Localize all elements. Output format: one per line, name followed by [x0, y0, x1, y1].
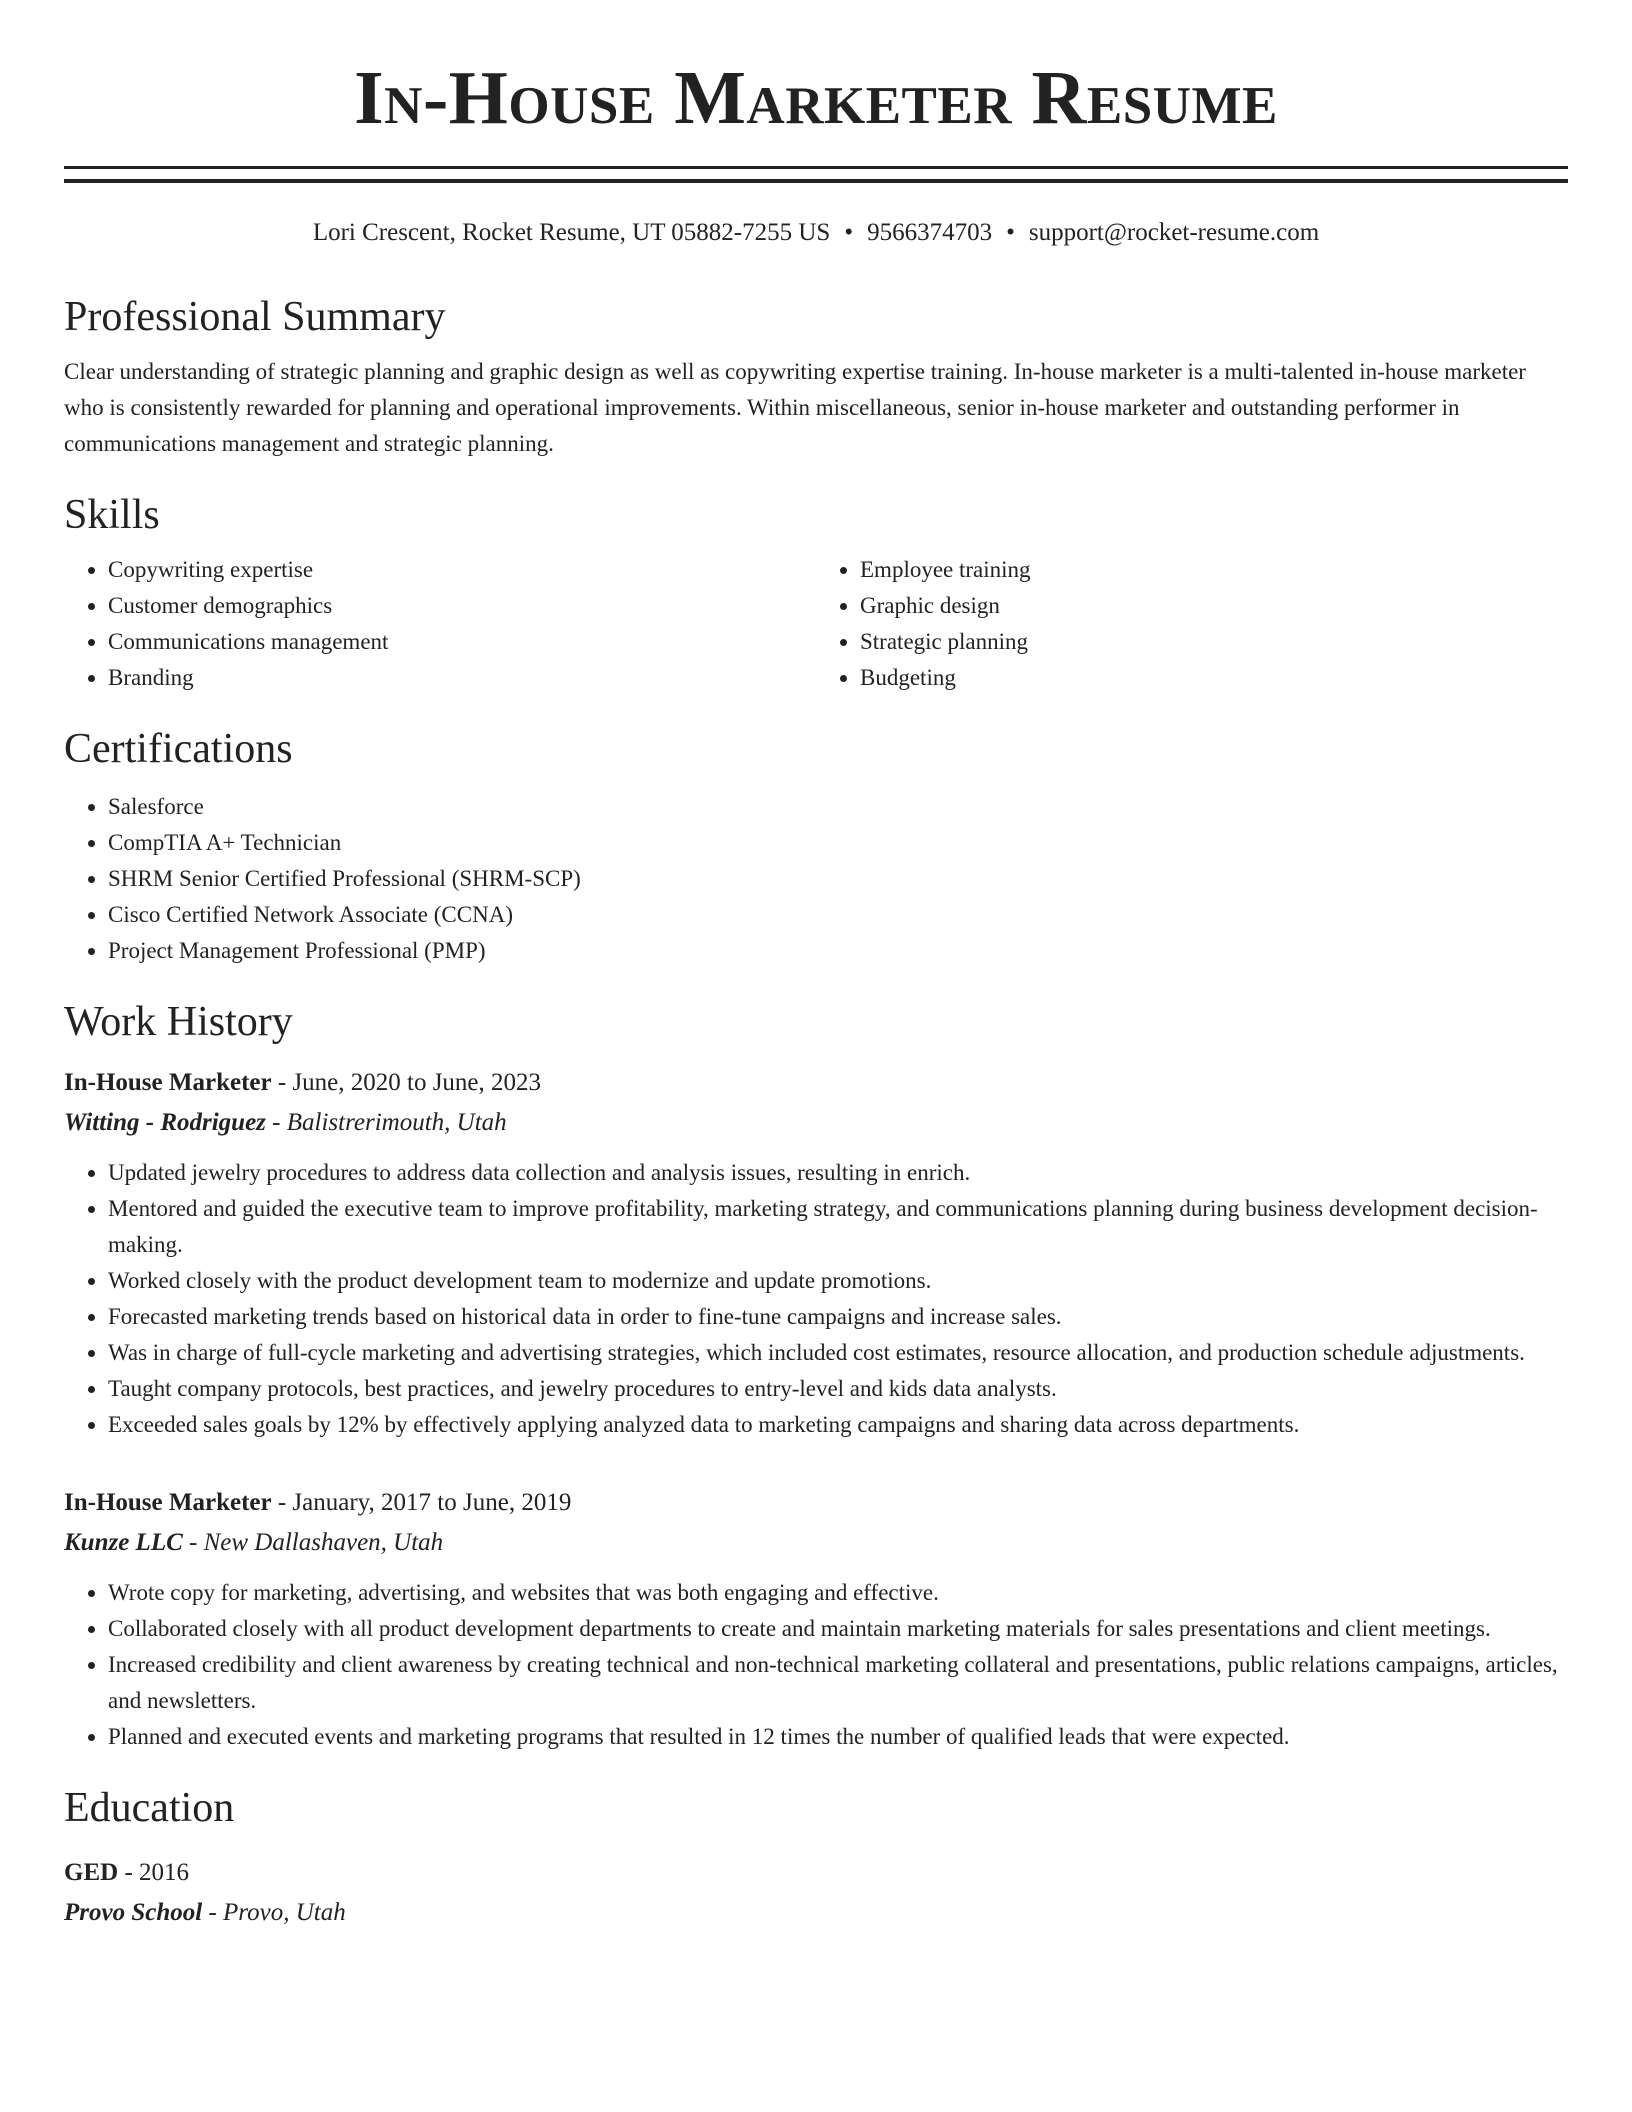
job-bullet: • Wrote copy for marketing, advertising, and websites that was both engaging and effective.: [108, 1575, 1568, 1611]
job-company: Witting - Rodriguez: [64, 1109, 266, 1137]
job-location: - Balistrerimouth, Utah: [265, 1109, 507, 1137]
certifications-list: [64, 789, 1568, 969]
contact-separator: •: [844, 219, 854, 246]
job-bullet: • Planned and executed events and marketing programs that resulted in 12 times the number of qualified leads that were expected.: [108, 1719, 1568, 1755]
job-company-line: [64, 1523, 1568, 1563]
job-bullet: • Exceeded sales goals by 12% by effectively applying analyzed data to marketing campaigns and sharing data across departments.: [108, 1407, 1568, 1443]
certifications-heading: Certifications: [64, 726, 293, 773]
certification-item: • SHRM Senior Certified Professional (SHRM-SCP): [108, 861, 1568, 897]
job-title-line: [64, 1063, 1568, 1103]
certification-item: • Salesforce: [108, 789, 1568, 825]
title-double-rule: [64, 166, 1568, 183]
job-company-line: [64, 1103, 1568, 1143]
skill-item: • Budgeting: [860, 660, 1568, 696]
skills-grid: [64, 552, 1568, 696]
skills-section: [64, 490, 1568, 696]
job-title: In-House Marketer: [64, 1489, 272, 1517]
job-bullet-list: [64, 1155, 1568, 1443]
education-location: - Provo, Utah: [202, 1899, 346, 1927]
job-title-line: [64, 1483, 1568, 1523]
skill-item: • Branding: [108, 660, 816, 696]
job-bullet: • Worked closely with the product development team to modernize and update promotions.: [108, 1263, 1568, 1299]
job-bullet: • Increased credibility and client awareness by creating technical and non-technical marketing collateral and presentations, public relations campaigns, articles, and newsletters.: [108, 1647, 1568, 1719]
education-degree-line: [64, 1853, 1568, 1893]
education-section: [64, 1783, 1568, 1933]
contact-address: Lori Crescent, Rocket Resume, UT 05882-7255 US: [312, 219, 831, 246]
education-heading: Education: [64, 1785, 235, 1832]
job-entry: [64, 1063, 1568, 1443]
summary-section: [64, 292, 1568, 462]
certification-item: • CompTIA A+ Technician: [108, 825, 1568, 861]
work-history-section: [64, 997, 1568, 1755]
job-bullet: • Updated jewelry procedures to address data collection and analysis issues, resulting in enrich.: [108, 1155, 1568, 1191]
skill-item: • Strategic planning: [860, 624, 1568, 660]
summary-text: Clear understanding of strategic planning and graphic design as well as copywriting expertise training. In-house marketer is a multi-talented in-house marketer who is consistently rewarded for planning and operational improvements. Within miscellaneous, senior in-house marketer and outstanding performer in communications management and strategic planning.: [64, 358, 1526, 456]
job-bullet-list: [64, 1575, 1568, 1755]
education-entry: [64, 1853, 1568, 1933]
job-dates: - June, 2020 to June, 2023: [271, 1069, 542, 1097]
job-title: In-House Marketer: [64, 1069, 272, 1097]
job-location: - New Dallashaven, Utah: [182, 1529, 444, 1557]
contact-line: [64, 217, 1568, 250]
job-entry: [64, 1483, 1568, 1755]
education-degree: GED: [64, 1859, 119, 1887]
job-dates: - January, 2017 to June, 2019: [271, 1489, 572, 1517]
skills-list-left: [64, 552, 816, 696]
work-history-heading: Work History: [64, 998, 293, 1045]
certification-item: • Project Management Professional (PMP): [108, 933, 1568, 969]
skills-list-right: [816, 552, 1568, 696]
skill-item: • Communications management: [108, 624, 816, 660]
skill-item: • Customer demographics: [108, 588, 816, 624]
education-year: - 2016: [118, 1859, 190, 1887]
job-bullet: • Collaborated closely with all product development departments to create and maintain marketing materials for sales presentations and client meetings.: [108, 1611, 1568, 1647]
skill-item: • Employee training: [860, 552, 1568, 588]
education-school: Provo School: [64, 1899, 203, 1927]
skill-item: • Graphic design: [860, 588, 1568, 624]
contact-email: support@rocket-resume.com: [1028, 219, 1320, 246]
summary-heading: Professional Summary: [64, 293, 446, 340]
skills-heading: Skills: [64, 491, 160, 538]
skill-item: • Copywriting expertise: [108, 552, 816, 588]
contact-separator: •: [1006, 219, 1015, 246]
job-bullet: • Forecasted marketing trends based on historical data in order to fine-tune campaigns and increase sales.: [108, 1299, 1568, 1335]
certifications-section: [64, 724, 1568, 968]
contact-phone: 9566374703: [867, 219, 993, 246]
resume-title: In-House Marketer Resume: [354, 56, 1278, 140]
job-bullet: • Was in charge of full-cycle marketing and advertising strategies, which included cost estimates, resource allocation, and production schedule adjustments.: [108, 1335, 1568, 1371]
job-bullet: • Mentored and guided the executive team to improve profitability, marketing strategy, and communications planning during business development decision-making.: [108, 1191, 1568, 1263]
job-bullet: • Taught company protocols, best practices, and jewelry procedures to entry-level and kids data analysts.: [108, 1371, 1568, 1407]
education-school-line: [64, 1893, 1568, 1933]
job-company: Kunze LLC: [64, 1529, 183, 1557]
certification-item: • Cisco Certified Network Associate (CCNA): [108, 897, 1568, 933]
